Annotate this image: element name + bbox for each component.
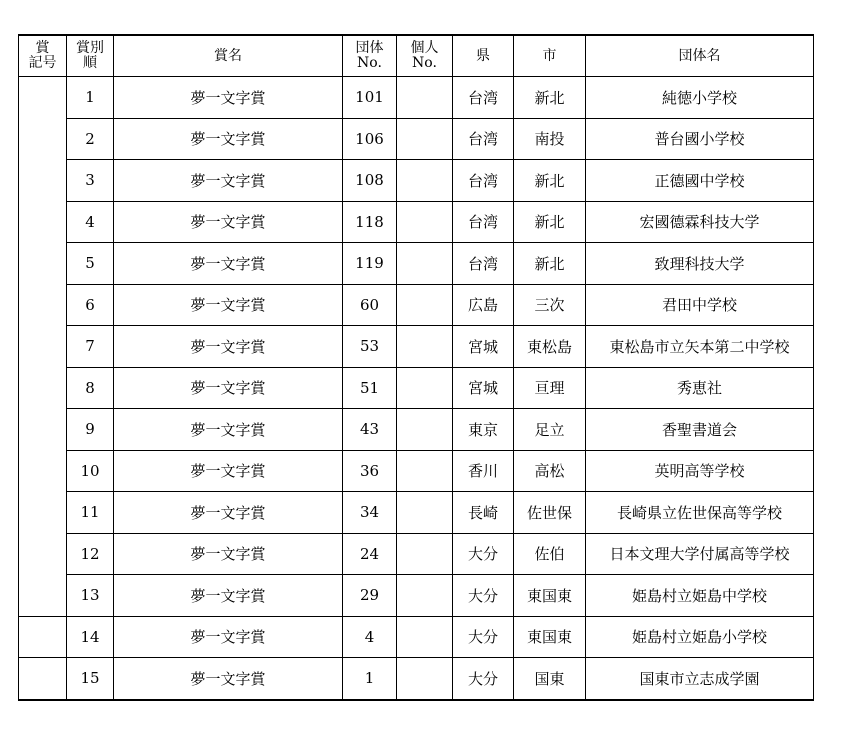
- indiv-no-cell: [397, 409, 453, 451]
- table-row: [19, 492, 814, 534]
- group-name-cell: 正德國中学校: [586, 160, 814, 202]
- award-cell: 夢一文字賞: [114, 201, 343, 243]
- group-no-cell: 1: [343, 658, 397, 700]
- header-indiv-no-bottom: No.: [412, 55, 437, 71]
- order-cell: 2: [67, 118, 114, 160]
- award-cell: 夢一文字賞: [114, 77, 343, 119]
- indiv-no-cell: [397, 243, 453, 285]
- indiv-no-cell: [397, 284, 453, 326]
- prefecture-cell: 大分: [453, 658, 514, 700]
- table-row: [19, 409, 814, 451]
- indiv-no-cell: [397, 326, 453, 368]
- award-cell: 夢一文字賞: [114, 243, 343, 285]
- group-name-cell: 宏國德霖科技大学: [586, 201, 814, 243]
- header-order-top: 賞別: [76, 40, 104, 56]
- indiv-no-cell: [397, 658, 453, 700]
- group-no-cell: 106: [343, 118, 397, 160]
- order-cell: 10: [67, 450, 114, 492]
- group-no-cell: 29: [343, 575, 397, 617]
- indiv-no-cell: [397, 533, 453, 575]
- prefecture-cell: 大分: [453, 616, 514, 658]
- city-cell: 新北: [514, 201, 586, 243]
- prefecture-cell: 宮城: [453, 367, 514, 409]
- prefecture-cell: 長崎: [453, 492, 514, 534]
- order-cell: 12: [67, 533, 114, 575]
- group-no-cell: 4: [343, 616, 397, 658]
- indiv-no-cell: [397, 201, 453, 243]
- city-cell: 新北: [514, 160, 586, 202]
- award-cell: 夢一文字賞: [114, 658, 343, 700]
- group-no-cell: 53: [343, 326, 397, 368]
- city-cell: 東国東: [514, 575, 586, 617]
- city-cell: 東松島: [514, 326, 586, 368]
- group-no-cell: 60: [343, 284, 397, 326]
- award-cell: 夢一文字賞: [114, 450, 343, 492]
- prefecture-cell: 台湾: [453, 77, 514, 119]
- header-group-no: [343, 35, 397, 77]
- award-cell: 夢一文字賞: [114, 616, 343, 658]
- group-name-cell: 日本文理大学付属高等学校: [586, 533, 814, 575]
- header-order-bottom: 順: [83, 55, 97, 71]
- header-mark: [19, 35, 67, 77]
- prefecture-cell: 台湾: [453, 118, 514, 160]
- prefecture-cell: 広島: [453, 284, 514, 326]
- order-cell: 4: [67, 201, 114, 243]
- indiv-no-cell: [397, 575, 453, 617]
- table-row: [19, 243, 814, 285]
- mark-cell: [19, 616, 67, 658]
- header-order: [67, 35, 114, 77]
- city-cell: 新北: [514, 243, 586, 285]
- award-cell: 夢一文字賞: [114, 284, 343, 326]
- group-name-cell: 致理科技大学: [586, 243, 814, 285]
- mark-cell: [19, 658, 67, 700]
- table-row: [19, 658, 814, 700]
- table-row: [19, 575, 814, 617]
- award-cell: 夢一文字賞: [114, 575, 343, 617]
- prefecture-cell: 大分: [453, 533, 514, 575]
- header-mark-top: 賞: [35, 40, 50, 56]
- order-cell: 13: [67, 575, 114, 617]
- prefecture-cell: 台湾: [453, 160, 514, 202]
- indiv-no-cell: [397, 118, 453, 160]
- header-award: 賞名: [114, 35, 343, 77]
- city-cell: 亘理: [514, 367, 586, 409]
- group-name-cell: 純徳小学校: [586, 77, 814, 119]
- group-name-cell: 長崎県立佐世保高等学校: [586, 492, 814, 534]
- indiv-no-cell: [397, 160, 453, 202]
- group-name-cell: 英明高等学校: [586, 450, 814, 492]
- group-no-cell: 43: [343, 409, 397, 451]
- awards-table: [18, 34, 814, 701]
- header-group-no-top: 団体: [355, 40, 384, 56]
- table-row: [19, 616, 814, 658]
- prefecture-cell: 東京: [453, 409, 514, 451]
- indiv-no-cell: [397, 77, 453, 119]
- header-indiv-no-top: 個人: [410, 40, 439, 56]
- group-no-cell: 108: [343, 160, 397, 202]
- indiv-no-cell: [397, 492, 453, 534]
- order-cell: 6: [67, 284, 114, 326]
- mark-cell: [19, 77, 67, 617]
- indiv-no-cell: [397, 616, 453, 658]
- group-no-cell: 101: [343, 77, 397, 119]
- order-cell: 5: [67, 243, 114, 285]
- table-row: [19, 450, 814, 492]
- prefecture-cell: 香川: [453, 450, 514, 492]
- city-cell: 佐伯: [514, 533, 586, 575]
- header-group-name: 団体名: [586, 35, 814, 77]
- order-cell: 15: [67, 658, 114, 700]
- table-row: [19, 284, 814, 326]
- header-prefecture: 県: [453, 35, 514, 77]
- indiv-no-cell: [397, 450, 453, 492]
- table-row: [19, 118, 814, 160]
- city-cell: 佐世保: [514, 492, 586, 534]
- table-row: [19, 201, 814, 243]
- group-name-cell: 君田中学校: [586, 284, 814, 326]
- city-cell: 足立: [514, 409, 586, 451]
- order-cell: 11: [67, 492, 114, 534]
- award-cell: 夢一文字賞: [114, 118, 343, 160]
- table-row: [19, 77, 814, 119]
- group-name-cell: 秀恵社: [586, 367, 814, 409]
- table-row: [19, 367, 814, 409]
- group-name-cell: 普台國小学校: [586, 118, 814, 160]
- group-name-cell: 東松島市立矢本第二中学校: [586, 326, 814, 368]
- prefecture-cell: 宮城: [453, 326, 514, 368]
- award-cell: 夢一文字賞: [114, 492, 343, 534]
- indiv-no-cell: [397, 367, 453, 409]
- city-cell: 東国東: [514, 616, 586, 658]
- group-no-cell: 51: [343, 367, 397, 409]
- order-cell: 1: [67, 77, 114, 119]
- award-cell: 夢一文字賞: [114, 409, 343, 451]
- group-no-cell: 119: [343, 243, 397, 285]
- group-no-cell: 34: [343, 492, 397, 534]
- order-cell: 14: [67, 616, 114, 658]
- group-name-cell: 姫島村立姫島中学校: [586, 575, 814, 617]
- order-cell: 9: [67, 409, 114, 451]
- city-cell: 国東: [514, 658, 586, 700]
- award-cell: 夢一文字賞: [114, 160, 343, 202]
- header-indiv-no: [397, 35, 453, 77]
- header-city: 市: [514, 35, 586, 77]
- table-row: [19, 533, 814, 575]
- order-cell: 7: [67, 326, 114, 368]
- city-cell: 高松: [514, 450, 586, 492]
- group-no-cell: 36: [343, 450, 397, 492]
- header-row: [19, 35, 814, 77]
- group-name-cell: 香聖書道会: [586, 409, 814, 451]
- city-cell: 三次: [514, 284, 586, 326]
- award-cell: 夢一文字賞: [114, 533, 343, 575]
- header-mark-bottom: 記号: [28, 55, 57, 71]
- table-row: [19, 160, 814, 202]
- group-name-cell: 国東市立志成学園: [586, 658, 814, 700]
- award-cell: 夢一文字賞: [114, 367, 343, 409]
- header-group-no-bottom: No.: [357, 55, 382, 71]
- prefecture-cell: 大分: [453, 575, 514, 617]
- table-row: [19, 326, 814, 368]
- award-cell: 夢一文字賞: [114, 326, 343, 368]
- group-name-cell: 姫島村立姫島小学校: [586, 616, 814, 658]
- order-cell: 3: [67, 160, 114, 202]
- group-no-cell: 118: [343, 201, 397, 243]
- city-cell: 南投: [514, 118, 586, 160]
- city-cell: 新北: [514, 77, 586, 119]
- prefecture-cell: 台湾: [453, 243, 514, 285]
- group-no-cell: 24: [343, 533, 397, 575]
- order-cell: 8: [67, 367, 114, 409]
- prefecture-cell: 台湾: [453, 201, 514, 243]
